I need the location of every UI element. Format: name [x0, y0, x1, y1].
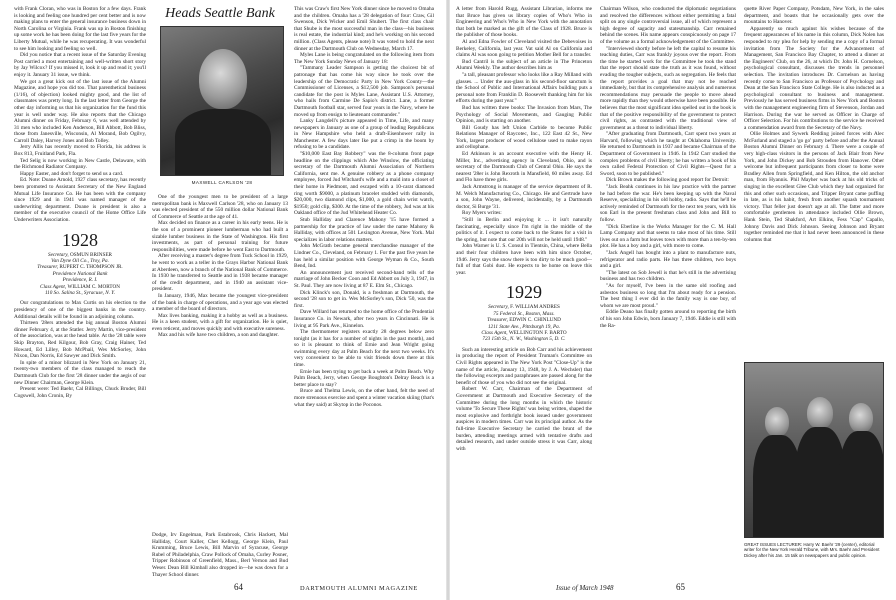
treasurer-label: Treasurer, — [487, 317, 508, 324]
paragraph: The thermometer registers exactly 28 degrees below zero tonight (as it has for a number of nights in the past month), and so it is pleasant to think of Ernie and Jean Wright going swimming every day at Palm Beach for the next two weeks. It's very convenient to be able to visit friends down there at this time. — [294, 329, 434, 369]
secretary-address: 75 Federal St., Boston, Mass. — [493, 310, 555, 317]
paragraph: Bill Goudy has left Union Carbide to become Public Relations Manager of Raycotec, Inc., 122 East 42 St., New York, largest producer of wood cellulose used to make rayon and cellophane. — [456, 124, 592, 151]
agent-label: Class Agent, — [481, 329, 508, 336]
person-body-center — [795, 427, 845, 538]
paragraph: with Frank Cloran, who was in Boston for a few days. Frank is looking and feeling one hundred per cent better and is now making plans to enter the general insurance business down in North Carolina or Virginia. Frank was up in Boston finishing up some work he has been doing for the last five years for the Liberty Mutual, while he was recuperating. It was wonderful to see him looking and feeling so well. — [14, 6, 146, 52]
paragraph: Roy Myers writes: — [462, 210, 502, 217]
paragraph: Ed. Note: Doane Arnold, 1927 class secretary, has recently been promoted to Assistant Secretary of the New England Mutual Life Insurance Co. He has been with the company since 1929 and in 1941 was named manager of the underwriting department. Doane is president is also a member of the executive council of the Home Office Life Underwriters Association. — [14, 177, 146, 223]
paragraph: John McGrath became general merchandise manager of the Lindner Co., Cleveland, on February 1. For the past five years he has held a similar position with George Wyman & Co., South Bend, Ind. — [294, 243, 434, 270]
paragraph: In January, 1946, Max became the youngest vice-president of the bank in charge of operations, and a year ago was elected a member of the board of directors. — [152, 292, 288, 313]
paragraph: Robert W. Carr, Chairman of the Department of Government at Dartmouth and Executive Secretary of the Committee during the long months in which the historic volume 'To Secure These Rights' was being written, shaped the most explosive and forthright book issued under government auspices in modern times. Carr was its principal author. As the full-time Executive Secretary he carried the brunt of the burden, attending meetings armed with tentative drafts and detailed research, and under outside stress it was Carr, along with — [456, 386, 592, 452]
paragraph: Such an interesting article on Bob Carr and his achievement in producing the report of President Truman's Committee on Civil Rights appeared in The New York Post "Close-Up" is the name of the article, January 13, 1948, by J. A. Wechsler) that the following excerpts and paraphrases are passed along for the benefit of those of you who did not see the original. — [456, 346, 592, 386]
left-column-1 — [14, 6, 146, 582]
paragraph: After receiving a master's degree from Tuck School in 1929, he went to work as a teller in the Grays Harbor National Bank at Aberdeen, now a branch of the National Bank of Commerce. In 1930 he transferred to Seattle and in 1938 became manager of the credit department, and in 1940 an assistant vice-president. — [152, 253, 288, 293]
class-1928-officers — [14, 252, 146, 297]
paragraph: Ollie Holmes and Sywerk Redding joined forces with Alec McFarland and staged a 'go go' party before and after the Annual Boston Alumni Dinner on February 4. There were a couple of very high-class visitors in the persons of Jack Blair from New York, and John Dickey and Bob Strouden from Hanover. Other welcome but infrequent participants from closer to home were Bradley Allen from Springfield, and Ken Hilton, the old anchor man, from Hyannis. Phil Mayher was back at his old tricks of singing in the excellent Glee Club which they had organized for this and other such occasions, and Tripper Bryant came puffing in late, as is his habit, fresh from another squash tournament victory. That feller just doesn't age at all. The fatter and more comfortable gentlemen in attendance included Ollie Brown, Hank Stein, Ted Shakford, Art Elkins, Fess "Cap" Capallo, Johnny Davis and Dick Johnson. Seeing Johnson and Bryant together reminded me that it had never been announced in these columns that — [744, 131, 884, 243]
paragraph: Max and his wife have two children, a son and daughter. — [158, 332, 279, 339]
paragraph: Happy Easter, and don't forget to send us a card. — [20, 170, 124, 177]
paragraph: Our congratulations to Max Curtis on his election to the presidency of one of the biggest banks in the country. Additional details will be found in an adjoining column. — [14, 300, 146, 320]
paragraph: Bruce and Thelma Lewis, on the other hand, felt the need of more strenuous exercise and spent a winter vacation skiing (that's what they said) at Skytop in the Poconos. — [294, 388, 434, 408]
agent-label: Class Agent, — [40, 283, 67, 290]
portrait-face — [199, 49, 247, 109]
treasurer-city: Providence, R. I. — [62, 277, 98, 284]
paragraph: An announcement just received second-hand tells of the marriage of John Becker Coon and Ed Abbott on July 3, 1947, in St. Paul. They are now living at 87 E. Elm St., Chicago. — [294, 269, 434, 289]
person-face-center — [807, 397, 833, 429]
paragraph: In spite of a minor blizzard in New York on January 21, twenty-two members of the class managed to reach the Dartmouth Club for the first '28 dinner under the aegis of our new Dinner Chairman, George Klein. — [14, 359, 146, 386]
paragraph: "Interviewed shortly before he left the capital to resume his teaching duties, Carr was frankly joyous over the report. From the time he started work for the Committee he took the stand that the report should state the truth as it was found, without evading the tougher subjects, such as segregation. He feels that the report provides a goal that may not be reached immediately, but that its comprehensive analysis and numerous recommendations may persuade the people to move ahead more rapidly than they would otherwise have been possible. He believes that the most significant idea spelled out in the book is that of the positive responsibility of the government to protect civil rights, as contrasted with the traditional view of government as a threat to individual liberty. — [600, 45, 736, 131]
paragraph: Dave Willard has returned to the home office of the Prudential Insurance Co. in Newark, after two years in Cincinnati. He is living at 95 Park Ave., Kinnelon. — [294, 309, 434, 329]
paragraph: "a tall, pleasant professor who looks like a Ray Milland with glasses. ... Under the aus-glass in his second-floor sanctum is the School of Public and International Affairs building puts a personal note from Franklin D. Roosevelt thanking him for his efforts during the past year." — [456, 71, 592, 105]
agent-address: 110 So. Salina St., Syracuse, N. Y. — [44, 290, 116, 297]
paragraph: Ernie has been trying to get back a week at Palm Beach. Why Palm Beach, Jerry, when George Boughton's Delray Beach is a better place to stay? — [294, 368, 434, 388]
treasurer-address: Providence National Bank — [52, 270, 108, 277]
paragraph: Dodge, Irv Engelman, Park Estabrook, Chris Hackett, Mal Halliday, Court Kaller, Chet Kellogg, George Klein, Paul Krumming, Bruce Lewis, Bill Marvin of Syracuse, George Rubel of Philadelphia, Craw Pollock of Omaha, Curley Posner, Tripper Robinson of Greenfield, Mass., Berl Vernon and Bud Weser. Dean Bill Kimball also dropped in—he was down for a Thayer School dinner. — [152, 532, 288, 578]
photo-caption: MAXWELL CARLSON '28 — [191, 180, 253, 185]
paragraph: Chairman Wilson, who conducted the diplomatic negotiations and resolved the differences without either permitting a fatal split on any single controversial issue, all of which represent a high degree of sagacity and statesmanship. Carr remained behind the scenes. His name appears conspicuously on page 17 of the volume as a formal acknowledgement of the Committee. — [600, 6, 736, 45]
photo-caption: GREAT ISSUES LECTURER: Harry W. Baehr '29 (center), editorial writer for the New York Herald Tribune, with Mrs. Baehr and President Dickey after his Jan. 15 talk on newspapers and public opinion. — [744, 542, 880, 558]
secretary-label: Secretary, — [488, 304, 509, 311]
paragraph: One of the youngest men to be president of a large metropolitan bank is Maxwell Carlson '28, who on January 13 was elected president of the 550 million dollar National Bank of Commerce of Seattle at the age of 41. — [152, 194, 288, 220]
right-column-2 — [600, 6, 736, 582]
agent-name: WILLIAM C. MORTON — [67, 283, 120, 290]
paragraph: Max decided on finance as a career in his early teens. He is the son of a prominent pioneer lumberman who had built a sizable lumber business in the State of Washington. His first investments, as part of personal training for future responsibilities, were made before he went East to Dartmouth. — [152, 220, 288, 253]
paragraph: "$10,000 East Bay Robbery" was the 8-column front page headline on the clippings which Abe Winslow, the officiating secretary of the Dartmouth Alumni Association of Northern California, sent me. A genuine robbery as a phone company employee, forced Jud Witchard's wife and a maid into a closet of their home in Piedmont, and escaped with a 10-carat diamond ring worth $9000, a platinum bracelet studded with diamonds, $20,000, two diamond clips, $1,000, a gold chain wrist watch, $1950; gold clip, $300. At the time of the robbery, Jud was at his Oakland office of the Jud Whitehead Heater Co. — [294, 151, 434, 217]
paragraph: "Tammany Leader Sampson is getting the choicest bit of patronage that has come his way since he took over the leadership of the Democratic Party in New York County—the Commissioner of Licenses, a $12,500 job. Sampson's personal candidate for the post is Myles Lane, Assistant U.S. Attorney, who hails from Carmine De Sapio's district. Lane, a former Dartmouth football star, served four years in the Navy, where he moved up from ensign to lieutenant commander." — [294, 65, 434, 118]
right-column-3 — [744, 6, 884, 356]
agent-name: WELLINGTON F. BARTO — [508, 329, 567, 336]
paragraph: Ed Atkinson is an account executive with the Henry H. Miller, Inc., advertising agency in Cleveland, Ohio, and is secretary of the Dartmouth Club of Central Ohio. He says the nearest '28er is John Rexroth in Mansfield, 60 miles away. Ed and Flo have three girls. — [456, 151, 592, 184]
left-page-number: 64 — [234, 582, 243, 592]
right-column-1 — [456, 6, 592, 582]
secretary-label: Secretary, — [48, 251, 69, 258]
article-heading: Heads Seattle Bank — [165, 6, 275, 21]
portrait-suit — [175, 109, 271, 176]
paragraph: Dick Brown makes the following good report for Detroit: — [606, 177, 729, 184]
treasurer-label: Treasurer, — [37, 264, 59, 271]
secretary-address: Van Dyne Oil Co., Troy, Pa. — [51, 258, 109, 264]
person-body-right — [839, 431, 884, 538]
lecturer-photo — [744, 362, 884, 538]
left-column-2-lower — [152, 194, 288, 530]
paragraph: Thirteen '28ers attended the big annual Boston Alumni dinner February 4, at the Statler. Jerry Martin, vice-president of the association, was at the head table. At the '28 table were Skip Brayton, Red Kilgour, Bob Gray, Craig Hainer, Ted Howard, Ed Lilley, Bob McPhail, Wes McSorley, John Nixon, Dan Norris, Ed Sawyer and Dick Smith. — [14, 320, 146, 360]
paragraph: We got a great kick out of the last issue of the Alumni Magazine, and hope you did too. That parenthetical business (1/16), of objection) looked mighty good, and the list of classmates was pretty long. In the last letter from George the other day informing us that his organization for the fund this year is well under way. He also reports that the Chicago Alumni dinner on Friday, February 6, was well attended by 31 men who included Ken Anderson, Bill Abbott, Bob Bliss, those from Janesville, Wisconsin, Al Morand, Bob Ogilvy, Carroll Daley, Harvey Jones and Bob Tolley. — [14, 78, 146, 144]
paragraph: quette River Paper Company, Potsdam, New York, in the sales department, and boasts that he occasionally gets over the mountains to Hanover. — [744, 6, 884, 26]
paragraph: Stub Halliday and Clarence Mahony '15 have formed a partnership for the practice of law under the name Mahony & Halliday, with offices at 501 Lexington Avenue, New York. Mal specializes in labor relations matters. — [294, 217, 434, 243]
paragraph: Bud Cantril is the subject of an article in The Princeton Alumni Weekly. The author describes him as — [456, 58, 592, 72]
left-column-2-bottom — [152, 532, 288, 580]
right-page — [448, 0, 896, 600]
person-body-left — [753, 435, 801, 538]
person-face-left — [765, 407, 789, 437]
paragraph: "The latest on Sob Jewell is that he's still in the advertising business and has two children. — [600, 269, 736, 283]
paragraph: A letter from Harold Rugg, Assistant Librarian, informs me that Bruce has given us library copies of Who's Who in Engineering and Who's Who in New York with the annotation that both be marked as the gift of the Class of 1928. Bruce is the publisher of those books. — [456, 6, 592, 39]
paragraph: "Dick Eberline is the Works Manager for the C. M. Hall Lamp Company and that seems to take most of his time. Still lives out on a farm but leaves town with more than a ten-by-ten plot. He has a boy and a girl, with more to come. — [600, 223, 736, 250]
secretary-name: F. WILLIAM ANDRES — [510, 304, 560, 311]
class-1929-heading: 1929 — [506, 282, 542, 303]
paragraph: Apparently so much against his wishes because of the frequent appearances of his name in this column, Dick Nolen has responded to my plea for help by sending me a copy of a formal invitation from The Society for the Advancement of Management, San Francisco Bay Chapter, to attend a dinner at the Engineers' Club, on the 26, at which Dr. John H. Cornelson, psychological consultant, discusses the trends in personnel selection. The invitation introduces Dr. Cornelson as having recently come to San Francisco as Professor of Psychology and Dean at the San Francisco State College. He is also inducted as a psychological consultant to business and management. Previously he has served business firms in New York and Boston with the management engineering firm of Stevenson, Jordan and Harrison. During the war he served as Officer in Charge of Officer Selection. For his contributions to the service he received a commendation award from the Secretary of the Navy. — [744, 25, 884, 131]
portrait-photo — [160, 26, 284, 176]
class-1929-officers — [456, 304, 592, 342]
paragraph: "Jack Beahk continues in his law practice with the partner he had before the war. He's been keeping up with the Naval Reserve, specializing in his old hobby, radio. Says that he'll be actively reminded of Dartmouth for the next ten years, with his son Earl in the present freshman class and John and Bill to follow. — [600, 184, 736, 223]
paragraph: Lanky Langdell's picture appeared in Time, Life, and many newspapers in January as one of a group of leading Republicans in New Hampshire who held a draft-Eisenhower rally in Manchester. A few days later Ike put a crimp in the boom by refusing to be a candidate. — [294, 118, 434, 151]
paragraph: John Warner is U. S. Consul in Tientsin, China, where Bella and their four children have been with him since October, 1946. Jerry says the snow there is too dirty to be much good—full of that Gobi dust. He expects to be home on leave this year. — [456, 243, 592, 276]
paragraph: Myles Lane is being congratulated on the following item from The New York Sunday News of January 18: — [294, 52, 434, 65]
paragraph: "Still in Berlin and enjoying it ... it isn't naturally fascinating, especially since I'm right in the middle of the politics of it. I expect to come back to the States for a visit in the spring, but note that our 20th will not be held until 1948." — [456, 217, 592, 243]
paragraph: Present were: Ted Baehr, Cal Billings, Chuck Bruder, Bill Cogswell, John Cronin, By — [14, 386, 146, 399]
paragraph: Bud has written three books: The Invasion from Mars, The Psychology of Social Movements, and Gauging Public Opinion, and is starting on another. — [456, 104, 592, 125]
right-page-number: 65 — [676, 582, 685, 592]
treasurer-name: RUPERT C. THOMPSON JR. — [59, 264, 123, 271]
person-face-right — [849, 403, 873, 433]
paragraph: Al and Edna Fowler of Cleveland visited the Debevoises in Berkeley, California, last year. Vat said Al on California and claims Al was soon going to petition Mother Bell for a transfer. — [456, 38, 592, 59]
paragraph: Dick Klinck's son, Donald, is a freshman at Dartmouth, the second '28 son to get in. Wes McSorley's son, Dick '50, was the first. — [294, 289, 434, 309]
paragraph: This was Craw's first New York dinner since he moved to Omaha and the children. Omaha has a '28 delegation of four: Craw, Gil Swenson, Dick Wicker and Emil Shubert. The first class chair that Shube is the most successful man in the class—his business is real estate, the industrial kind; and he's working on his second million. (Class Agents, please note) It was voted to hold the next dinner at the Dartmouth Club on Wednesday, March 17. — [294, 6, 434, 52]
treasurer-name: EDWIN C. CHINLUND — [509, 317, 561, 324]
paragraph: Eddie Deano has finally gotten around to reporting the birth of his son John Edwin, born January 7, 1946. Eddie is still with the Ra- — [600, 309, 736, 329]
left-column-3 — [294, 6, 434, 582]
paragraph: "As for myself, I've been in the same old roofing and asbestos business so long that I'm about ready for a pension. The best thing I ever did in the family way is one boy, of whom we are most proud." — [600, 282, 736, 309]
paragraph: Jack Armstrong is manager of the service department of R. M. Welch Manufacturing Co., Chicago. He and Gertrude have a son, John Wayne, delivered, incidentally, by a Dartmouth doctor, Si Burge '31. — [456, 184, 592, 210]
agent-address: 723 15th St., N. W., Washington 5, D. C. — [482, 336, 566, 343]
paragraph: Jerry Allis has recently moved to Florida, his address is Box 813, Fruitland Park, Fla. — [14, 144, 146, 158]
secretary-name: OSMUN BRINSER — [70, 251, 112, 258]
magazine-title: DARTMOUTH ALUMNI MAGAZINE — [300, 585, 418, 592]
issue-date: Issue of March 1948 — [556, 584, 614, 592]
paragraph: Max lives banking, making it a hobby as well as a business. He is a keen student, with a gift for organization. He is quiet, even reticent, and moves quickly and with executive sureness. — [152, 312, 288, 332]
paragraph: Ted Selig is now working in New Castle, Delaware, with the Richmond Radiator Company. — [14, 157, 146, 171]
paragraph: Did you notice that a recent issue of the Saturday Evening Post carried a most entertaining and well-written short story by Jay Wilcox? If you missed it, look it up and read it; you'll enjoy it. January 31 issue, we think. — [14, 52, 146, 78]
paragraph: "Jack Angell has bought into a plant to manufacture nuts, refrigerator and radio parts. He has three children, two boys and a girl. — [600, 249, 736, 270]
class-1928-heading: 1928 — [62, 229, 98, 250]
paragraph: "After graduating from Dartmouth, Carr spent two years at Harvard, following which he taught at Oklahoma University. He returned to Dartmouth in 1937 and became Chairman of the Department of Government in 1946. In 1942 Carr studied the complex problems of civil liberty; he has written a book of his own called Federal Protection of Civil Rights—Quest for a Sword, soon to be published." — [600, 131, 736, 177]
treasurer-address: 1211 State Ave., Pittsburgh 19, Pa. — [487, 323, 561, 330]
